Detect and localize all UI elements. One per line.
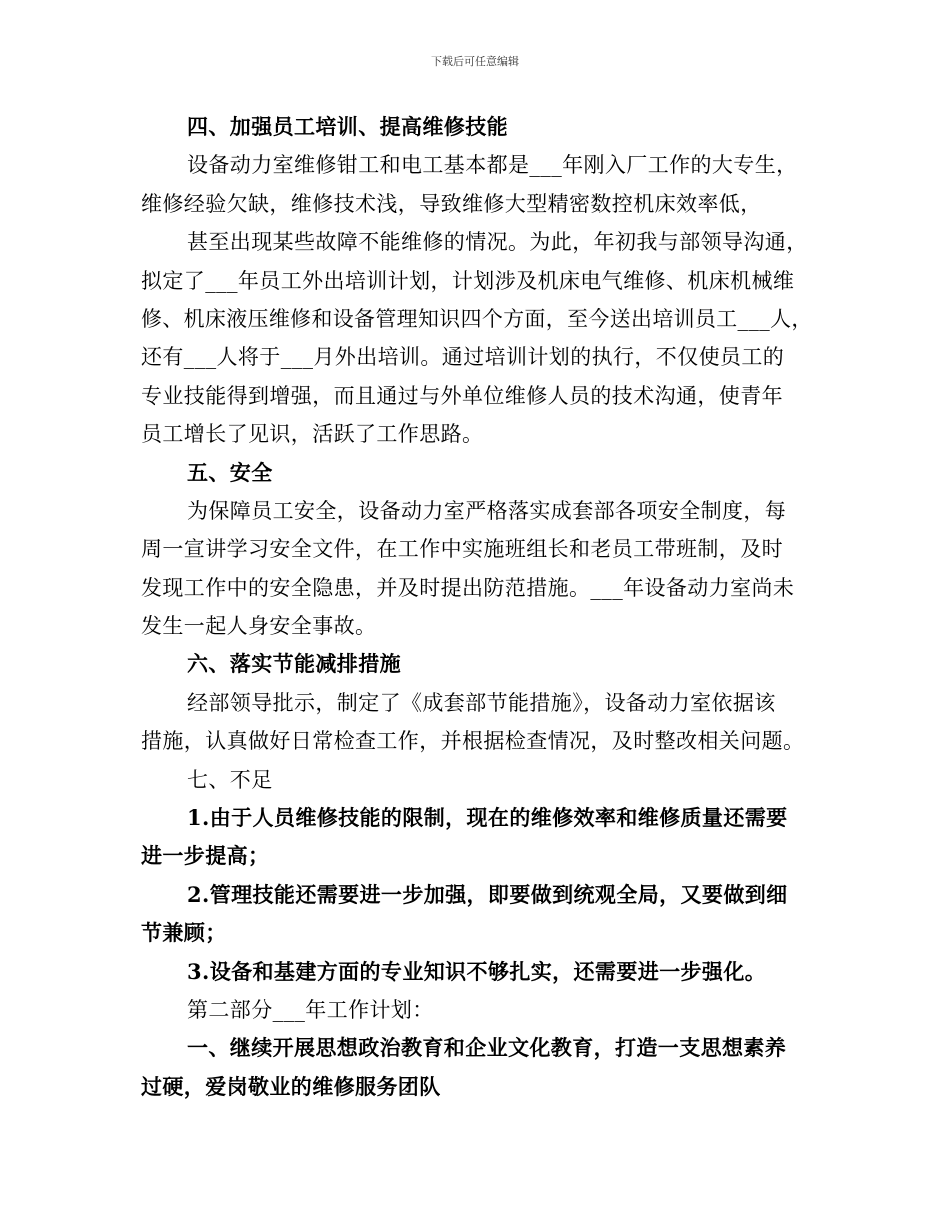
doc-line: 过硬，爱岗敬业的维修服务团队 [141, 1073, 441, 1099]
doc-line: 发生一起人身安全事故。 [141, 614, 377, 639]
document-body [141, 108, 813, 1106]
doc-line: 为保障员工安全，设备动力室严格落实成套部各项安全制度，每 [187, 498, 787, 523]
doc-line: 进一步提高； [141, 843, 270, 869]
doc-line: 拟定了___年员工外出培训计划，计划涉及机床电气维修、机床机械维 [141, 268, 795, 293]
doc-line: 一、继续开展思想政治教育和企业文化教育，打造一支思想素养 [187, 1035, 787, 1061]
doc-line: 六、落实节能减排措施 [187, 651, 401, 677]
doc-line: 员工增长了见识，活跃了工作思路。 [141, 422, 484, 447]
doc-line: 四、加强员工培训、提高维修技能 [187, 114, 508, 139]
page-header-note: 下载后可任意编辑 [431, 55, 519, 68]
doc-line: 专业技能得到增强，而且通过与外单位维修人员的技术沟通，使青年 [141, 383, 783, 408]
doc-line: 维修经验欠缺，维修技术浅，导致维修大型精密数控机床效率低， [141, 191, 762, 216]
doc-line: 设备动力室维修钳工和电工基本都是___年刚入厂工作的大专生， [187, 153, 798, 178]
doc-line: 发现工作中的安全隐患，并及时提出防范措施。___年设备动力室尚未 [141, 575, 795, 600]
doc-line: 五、安全 [187, 459, 273, 485]
doc-line: 2.管理技能还需要进一步加强，即要做到统观全局，又要做到细 [187, 881, 788, 907]
doc-line: 3.设备和基建方面的专业知识不够扎实，还需要进一步强化。 [187, 958, 767, 984]
doc-line: 还有___人将于___月外出培训。通过培训计划的执行，不仅使员工的 [141, 345, 785, 370]
doc-line: 措施，认真做好日常检查工作，并根据检查情况，及时整改相关问题。 [141, 729, 805, 754]
doc-line: 经部领导批示，制定了《成套部节能措施》，设备动力室依据该 [187, 690, 776, 715]
doc-line: 七、不足 [187, 767, 273, 792]
doc-line: 周一宣讲学习安全文件，在工作中实施班组长和老员工带班制，及时 [141, 537, 783, 562]
doc-line: 1.由于人员维修技能的限制，现在的维修效率和维修质量还需要 [187, 805, 788, 831]
doc-line: 第二部分___年工作计划： [187, 997, 434, 1022]
doc-line: 甚至出现某些故障不能维修的情况。为此，年初我与部领导沟通， [187, 230, 808, 255]
doc-line: 修、机床液压维修和设备管理知识四个方面，至今送出培训员工___人， [141, 306, 813, 331]
doc-line: 节兼顾； [141, 920, 227, 946]
